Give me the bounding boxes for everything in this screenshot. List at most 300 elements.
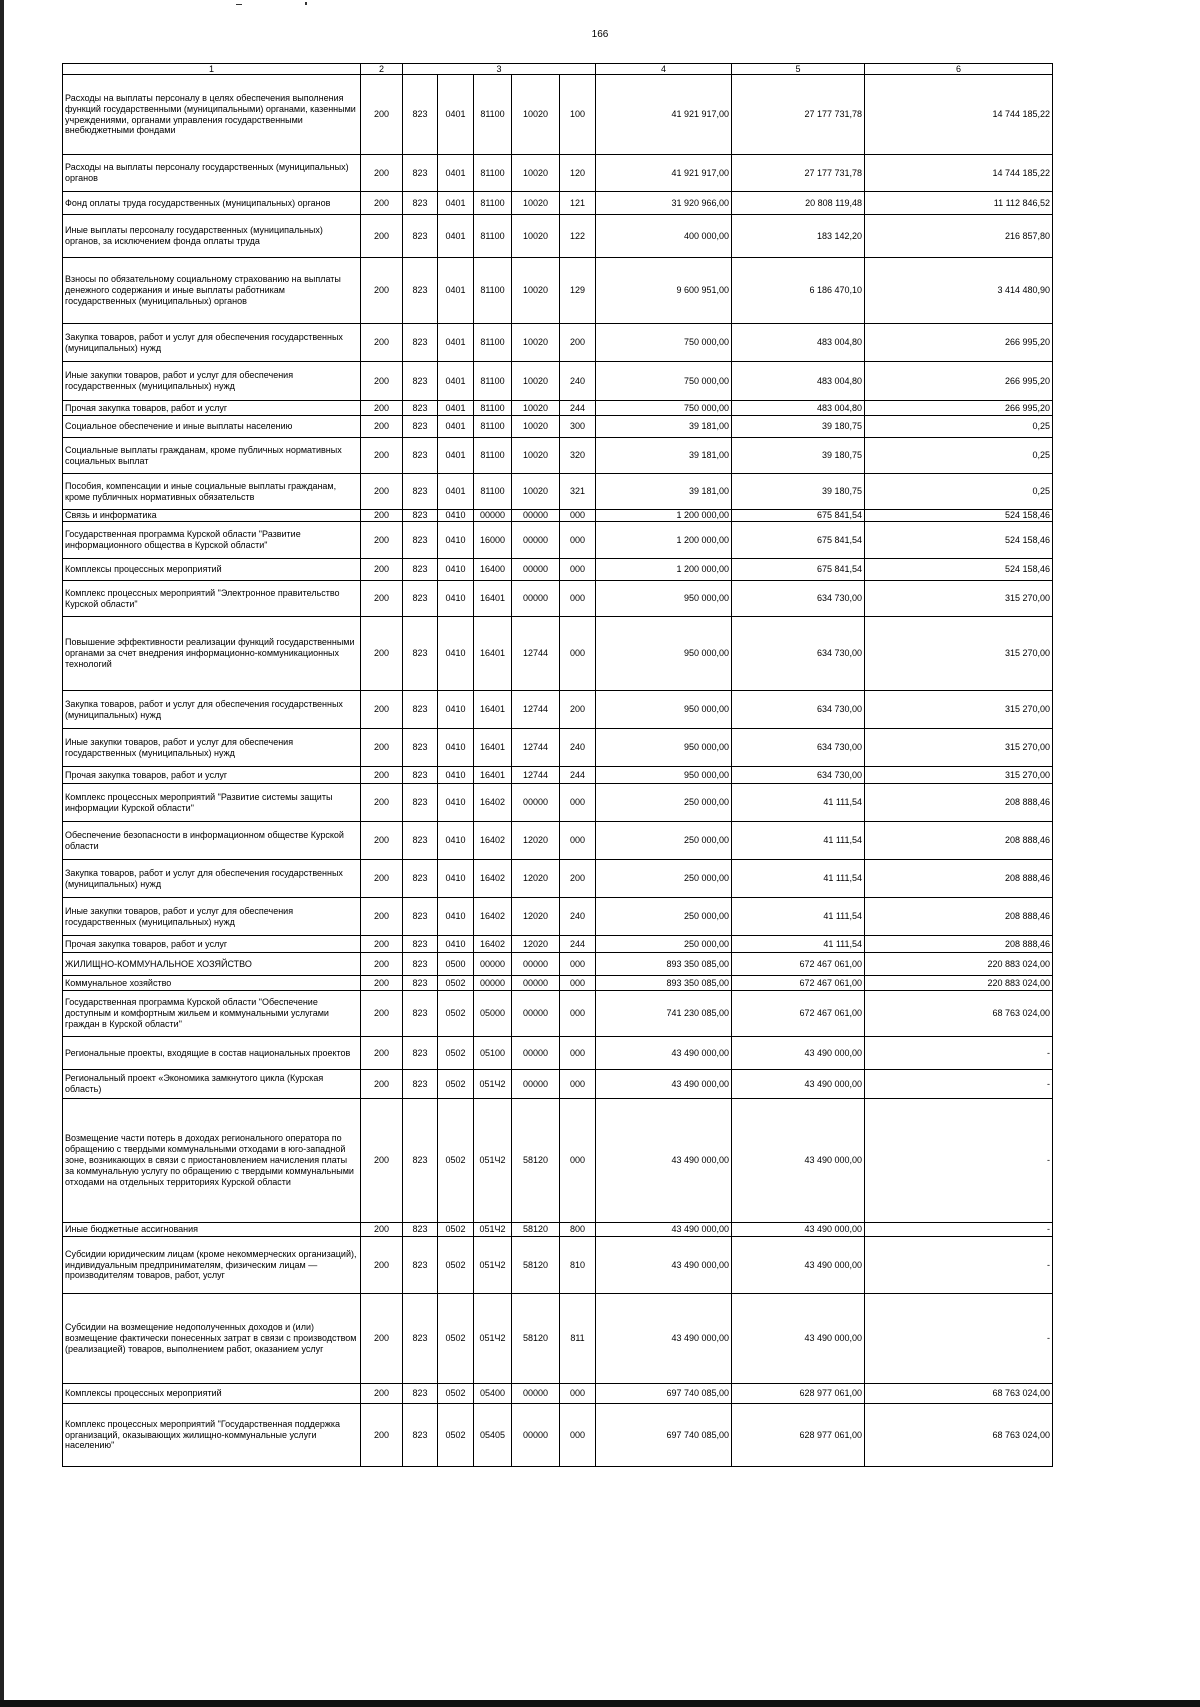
code-vid: 000: [560, 581, 596, 617]
table-row: [63, 898, 1053, 936]
amount-executed: 634 730,00: [732, 729, 865, 767]
code-ved: 823: [403, 1294, 438, 1384]
code-napr: 10020: [512, 75, 560, 155]
code-razdel: 0410: [438, 617, 474, 691]
code-grbs: 200: [361, 362, 403, 401]
code-prog: 16401: [474, 767, 512, 784]
code-razdel: 0410: [438, 860, 474, 898]
code-razdel: 0410: [438, 784, 474, 822]
amount-approved: 697 740 085,00: [596, 1384, 732, 1404]
amount-approved: 1 200 000,00: [596, 510, 732, 522]
code-grbs: 200: [361, 324, 403, 362]
code-ved: 823: [403, 401, 438, 416]
amount-executed: 628 977 061,00: [732, 1404, 865, 1467]
code-napr: 00000: [512, 559, 560, 581]
amount-remaining: 524 158,46: [865, 522, 1053, 559]
code-vid: 000: [560, 822, 596, 860]
row-name: Комплекс процессных мероприятий "Электронное правительство Курской области": [63, 581, 361, 617]
code-prog: 16400: [474, 559, 512, 581]
row-name: Возмещение части потерь в доходах регионального оператора по обращению с твердыми коммунальными отходами в юго-западной зоне, возникающих в связи с приостановлением начисления платы за коммунальную услугу по обращению с твердыми коммунальными отходами на отдельных территориях Курской области: [63, 1099, 361, 1223]
amount-remaining: 3 414 480,90: [865, 258, 1053, 324]
code-razdel: 0502: [438, 1237, 474, 1294]
row-name: Прочая закупка товаров, работ и услуг: [63, 401, 361, 416]
header-cell-1: 1: [63, 64, 361, 75]
code-razdel: 0502: [438, 1404, 474, 1467]
amount-approved: 43 490 000,00: [596, 1099, 732, 1223]
code-razdel: 0500: [438, 953, 474, 976]
table-row: [63, 1404, 1053, 1467]
code-vid: 000: [560, 991, 596, 1037]
amount-approved: 31 920 966,00: [596, 192, 732, 215]
amount-remaining: 0,25: [865, 438, 1053, 474]
amount-approved: 39 181,00: [596, 416, 732, 438]
amount-approved: 39 181,00: [596, 474, 732, 510]
row-name: Региональный проект «Экономика замкнутого цикла (Курская область): [63, 1070, 361, 1099]
amount-remaining: 208 888,46: [865, 822, 1053, 860]
amount-executed: 483 004,80: [732, 362, 865, 401]
code-grbs: 200: [361, 438, 403, 474]
code-razdel: 0502: [438, 991, 474, 1037]
code-vid: 321: [560, 474, 596, 510]
code-razdel: 0410: [438, 581, 474, 617]
code-vid: 121: [560, 192, 596, 215]
code-vid: 244: [560, 936, 596, 953]
code-ved: 823: [403, 155, 438, 192]
code-vid: 100: [560, 75, 596, 155]
code-prog: 05100: [474, 1037, 512, 1070]
table-row: [63, 860, 1053, 898]
code-ved: 823: [403, 1404, 438, 1467]
code-prog: 81100: [474, 215, 512, 258]
amount-remaining: 315 270,00: [865, 729, 1053, 767]
table-row: [63, 401, 1053, 416]
amount-approved: 750 000,00: [596, 401, 732, 416]
amount-approved: 741 230 085,00: [596, 991, 732, 1037]
code-razdel: 0401: [438, 192, 474, 215]
page-number: 166: [591, 29, 609, 40]
amount-executed: 20 808 119,48: [732, 192, 865, 215]
code-razdel: 0401: [438, 215, 474, 258]
code-vid: 000: [560, 559, 596, 581]
code-prog: 00000: [474, 953, 512, 976]
amount-approved: 250 000,00: [596, 822, 732, 860]
code-napr: 58120: [512, 1099, 560, 1223]
code-grbs: 200: [361, 1037, 403, 1070]
amount-remaining: 208 888,46: [865, 784, 1053, 822]
code-napr: 00000: [512, 953, 560, 976]
row-name: Социальное обеспечение и иные выплаты населению: [63, 416, 361, 438]
amount-approved: 750 000,00: [596, 324, 732, 362]
amount-remaining: 14 744 185,22: [865, 155, 1053, 192]
code-napr: 10020: [512, 215, 560, 258]
code-prog: 051Ч2: [474, 1070, 512, 1099]
amount-remaining: 220 883 024,00: [865, 976, 1053, 991]
amount-remaining: 208 888,46: [865, 860, 1053, 898]
code-razdel: 0410: [438, 936, 474, 953]
code-razdel: 0410: [438, 559, 474, 581]
amount-executed: 39 180,75: [732, 416, 865, 438]
code-ved: 823: [403, 767, 438, 784]
code-napr: 00000: [512, 991, 560, 1037]
amount-remaining: 0,25: [865, 474, 1053, 510]
amount-approved: 43 490 000,00: [596, 1070, 732, 1099]
table-row: [63, 559, 1053, 581]
amount-executed: 27 177 731,78: [732, 155, 865, 192]
row-name: Расходы на выплаты персоналу государственных (муниципальных) органов: [63, 155, 361, 192]
amount-executed: 41 111,54: [732, 936, 865, 953]
code-prog: 81100: [474, 438, 512, 474]
code-vid: 300: [560, 416, 596, 438]
table-row: [63, 324, 1053, 362]
table-row: [63, 215, 1053, 258]
amount-remaining: 14 744 185,22: [865, 75, 1053, 155]
code-razdel: 0410: [438, 522, 474, 559]
amount-approved: 9 600 951,00: [596, 258, 732, 324]
code-napr: 00000: [512, 1070, 560, 1099]
amount-approved: 41 921 917,00: [596, 75, 732, 155]
amount-executed: 39 180,75: [732, 474, 865, 510]
code-ved: 823: [403, 416, 438, 438]
code-ved: 823: [403, 362, 438, 401]
code-ved: 823: [403, 75, 438, 155]
table-row: [63, 1237, 1053, 1294]
code-vid: 000: [560, 1037, 596, 1070]
amount-executed: 27 177 731,78: [732, 75, 865, 155]
amount-remaining: -: [865, 1294, 1053, 1384]
code-prog: 00000: [474, 510, 512, 522]
amount-remaining: 266 995,20: [865, 324, 1053, 362]
header-cell-2: 2: [361, 64, 403, 75]
code-vid: 200: [560, 860, 596, 898]
amount-approved: 250 000,00: [596, 784, 732, 822]
code-vid: 244: [560, 401, 596, 416]
code-napr: 12020: [512, 936, 560, 953]
amount-remaining: 68 763 024,00: [865, 1384, 1053, 1404]
amount-executed: 628 977 061,00: [732, 1384, 865, 1404]
row-name: Связь и информатика: [63, 510, 361, 522]
amount-remaining: -: [865, 1237, 1053, 1294]
amount-executed: 672 467 061,00: [732, 991, 865, 1037]
code-razdel: 0410: [438, 510, 474, 522]
code-napr: 58120: [512, 1223, 560, 1237]
table-row: [63, 416, 1053, 438]
code-vid: 240: [560, 362, 596, 401]
row-name: Прочая закупка товаров, работ и услуг: [63, 767, 361, 784]
header-cell-5: 5: [732, 64, 865, 75]
row-name: Закупка товаров, работ и услуг для обеспечения государственных (муниципальных) нужд: [63, 691, 361, 729]
code-prog: 051Ч2: [474, 1223, 512, 1237]
header-row: [63, 64, 1053, 75]
code-razdel: 0502: [438, 1037, 474, 1070]
code-grbs: 200: [361, 767, 403, 784]
code-napr: 00000: [512, 581, 560, 617]
amount-remaining: -: [865, 1070, 1053, 1099]
row-name: Прочая закупка товаров, работ и услуг: [63, 936, 361, 953]
row-name: Региональные проекты, входящие в состав национальных проектов: [63, 1037, 361, 1070]
code-napr: 12744: [512, 617, 560, 691]
code-napr: 10020: [512, 401, 560, 416]
code-vid: 000: [560, 1099, 596, 1223]
code-vid: 811: [560, 1294, 596, 1384]
amount-remaining: 0,25: [865, 416, 1053, 438]
row-name: Повышение эффективности реализации функций государственными органами за счет внедрения информационно-коммуникационных технологий: [63, 617, 361, 691]
code-vid: 129: [560, 258, 596, 324]
code-vid: 800: [560, 1223, 596, 1237]
amount-approved: 250 000,00: [596, 936, 732, 953]
code-grbs: 200: [361, 617, 403, 691]
amount-executed: 41 111,54: [732, 784, 865, 822]
code-grbs: 200: [361, 784, 403, 822]
code-razdel: 0401: [438, 401, 474, 416]
code-vid: 122: [560, 215, 596, 258]
row-name: Иные выплаты персоналу государственных (муниципальных) органов, за исключением фонда оплаты труда: [63, 215, 361, 258]
table-row: [63, 75, 1053, 155]
amount-approved: 950 000,00: [596, 729, 732, 767]
table-row: [63, 192, 1053, 215]
code-prog: 81100: [474, 324, 512, 362]
amount-executed: 675 841,54: [732, 510, 865, 522]
code-ved: 823: [403, 976, 438, 991]
amount-executed: 672 467 061,00: [732, 976, 865, 991]
row-name: Коммунальное хозяйство: [63, 976, 361, 991]
amount-executed: 483 004,80: [732, 324, 865, 362]
code-ved: 823: [403, 991, 438, 1037]
amount-approved: 950 000,00: [596, 581, 732, 617]
code-prog: 00000: [474, 976, 512, 991]
table-row: [63, 1037, 1053, 1070]
amount-remaining: 266 995,20: [865, 362, 1053, 401]
code-vid: 244: [560, 767, 596, 784]
amount-approved: 893 350 085,00: [596, 976, 732, 991]
code-razdel: 0410: [438, 898, 474, 936]
amount-executed: 634 730,00: [732, 691, 865, 729]
table-body: [63, 75, 1053, 1467]
amount-executed: 634 730,00: [732, 581, 865, 617]
scan-speck: [236, 4, 242, 5]
code-grbs: 200: [361, 1237, 403, 1294]
code-razdel: 0401: [438, 155, 474, 192]
code-vid: 000: [560, 510, 596, 522]
table-row: [63, 991, 1053, 1037]
code-ved: 823: [403, 559, 438, 581]
table-row: [63, 767, 1053, 784]
code-ved: 823: [403, 438, 438, 474]
amount-executed: 43 490 000,00: [732, 1099, 865, 1223]
code-razdel: 0401: [438, 438, 474, 474]
code-razdel: 0401: [438, 75, 474, 155]
code-ved: 823: [403, 1070, 438, 1099]
code-razdel: 0401: [438, 258, 474, 324]
code-prog: 81100: [474, 192, 512, 215]
row-name: Обеспечение безопасности в информационном обществе Курской области: [63, 822, 361, 860]
table-row: [63, 953, 1053, 976]
table-row: [63, 617, 1053, 691]
code-razdel: 0401: [438, 324, 474, 362]
code-vid: 810: [560, 1237, 596, 1294]
row-name: Фонд оплаты труда государственных (муниципальных) органов: [63, 192, 361, 215]
table-row: [63, 1384, 1053, 1404]
table-row: [63, 691, 1053, 729]
row-name: Расходы на выплаты персоналу в целях обеспечения выполнения функций государственными (муниципальными) органами, казенными учреждениями, органами управления государственными внебюджетными фондами: [63, 75, 361, 155]
code-grbs: 200: [361, 1099, 403, 1223]
row-name: Иные закупки товаров, работ и услуг для обеспечения государственных (муниципальных) нужд: [63, 729, 361, 767]
code-ved: 823: [403, 522, 438, 559]
table-row: [63, 1223, 1053, 1237]
row-name: Социальные выплаты гражданам, кроме публичных нормативных социальных выплат: [63, 438, 361, 474]
code-grbs: 200: [361, 860, 403, 898]
code-napr: 10020: [512, 416, 560, 438]
code-prog: 81100: [474, 401, 512, 416]
scan-bottom-edge: [0, 1700, 1200, 1707]
code-vid: 000: [560, 1384, 596, 1404]
code-grbs: 200: [361, 401, 403, 416]
code-grbs: 200: [361, 581, 403, 617]
amount-approved: 43 490 000,00: [596, 1237, 732, 1294]
code-napr: 10020: [512, 438, 560, 474]
code-razdel: 0502: [438, 1070, 474, 1099]
row-name: Закупка товаров, работ и услуг для обеспечения государственных (муниципальных) нужд: [63, 324, 361, 362]
table-row: [63, 1099, 1053, 1223]
code-grbs: 200: [361, 1404, 403, 1467]
amount-executed: 634 730,00: [732, 617, 865, 691]
amount-executed: 43 490 000,00: [732, 1223, 865, 1237]
amount-remaining: 266 995,20: [865, 401, 1053, 416]
row-name: Закупка товаров, работ и услуг для обеспечения государственных (муниципальных) нужд: [63, 860, 361, 898]
code-prog: 05400: [474, 1384, 512, 1404]
code-napr: 12020: [512, 860, 560, 898]
code-prog: 16401: [474, 581, 512, 617]
amount-remaining: -: [865, 1099, 1053, 1223]
amount-executed: 43 490 000,00: [732, 1237, 865, 1294]
code-razdel: 0502: [438, 1294, 474, 1384]
code-grbs: 200: [361, 474, 403, 510]
code-prog: 16401: [474, 691, 512, 729]
code-ved: 823: [403, 324, 438, 362]
table-row: [63, 522, 1053, 559]
amount-executed: 43 490 000,00: [732, 1037, 865, 1070]
code-napr: 12744: [512, 767, 560, 784]
amount-approved: 893 350 085,00: [596, 953, 732, 976]
code-napr: 12744: [512, 691, 560, 729]
code-vid: 000: [560, 522, 596, 559]
code-prog: 81100: [474, 416, 512, 438]
amount-executed: 672 467 061,00: [732, 953, 865, 976]
amount-executed: 6 186 470,10: [732, 258, 865, 324]
row-name: Комплекс процессных мероприятий "Государственная поддержка организаций, оказывающих жилищно-коммунальные услуги населению": [63, 1404, 361, 1467]
code-prog: 81100: [474, 155, 512, 192]
amount-executed: 675 841,54: [732, 522, 865, 559]
code-napr: 12020: [512, 822, 560, 860]
code-grbs: 200: [361, 1294, 403, 1384]
code-vid: 240: [560, 729, 596, 767]
code-prog: 05405: [474, 1404, 512, 1467]
amount-executed: 483 004,80: [732, 401, 865, 416]
code-grbs: 200: [361, 691, 403, 729]
amount-remaining: 208 888,46: [865, 898, 1053, 936]
code-ved: 823: [403, 258, 438, 324]
code-napr: 12020: [512, 898, 560, 936]
code-ved: 823: [403, 729, 438, 767]
amount-approved: 950 000,00: [596, 691, 732, 729]
amount-remaining: 68 763 024,00: [865, 1404, 1053, 1467]
code-ved: 823: [403, 1237, 438, 1294]
scan-speck: [305, 2, 307, 5]
code-grbs: 200: [361, 75, 403, 155]
amount-remaining: 11 112 846,52: [865, 192, 1053, 215]
table-row: [63, 1070, 1053, 1099]
code-grbs: 200: [361, 1070, 403, 1099]
code-ved: 823: [403, 1037, 438, 1070]
code-ved: 823: [403, 822, 438, 860]
code-ved: 823: [403, 474, 438, 510]
code-ved: 823: [403, 936, 438, 953]
code-prog: 81100: [474, 362, 512, 401]
amount-remaining: 68 763 024,00: [865, 991, 1053, 1037]
code-grbs: 200: [361, 898, 403, 936]
table-row: [63, 581, 1053, 617]
row-name: Комплексы процессных мероприятий: [63, 1384, 361, 1404]
amount-executed: 39 180,75: [732, 438, 865, 474]
code-grbs: 200: [361, 192, 403, 215]
code-grbs: 200: [361, 416, 403, 438]
code-razdel: 0410: [438, 822, 474, 860]
row-name: Пособия, компенсации и иные социальные выплаты гражданам, кроме публичных нормативных обязательств: [63, 474, 361, 510]
amount-remaining: -: [865, 1037, 1053, 1070]
amount-executed: 675 841,54: [732, 559, 865, 581]
amount-executed: 183 142,20: [732, 215, 865, 258]
code-ved: 823: [403, 617, 438, 691]
row-name: Субсидии юридическим лицам (кроме некоммерческих организаций), индивидуальным предпринимателям, физическим лицам — производителям товаров, работ, услуг: [63, 1237, 361, 1294]
amount-remaining: 524 158,46: [865, 510, 1053, 522]
code-napr: 00000: [512, 522, 560, 559]
code-razdel: 0410: [438, 767, 474, 784]
code-razdel: 0401: [438, 362, 474, 401]
table-row: [63, 1294, 1053, 1384]
code-grbs: 200: [361, 976, 403, 991]
amount-executed: 43 490 000,00: [732, 1294, 865, 1384]
code-ved: 823: [403, 1384, 438, 1404]
amount-executed: 41 111,54: [732, 898, 865, 936]
code-napr: 58120: [512, 1237, 560, 1294]
row-name: Государственная программа Курской области "Обеспечение доступным и комфортным жильем и коммунальными услугами граждан в Курской области": [63, 991, 361, 1037]
amount-approved: 41 921 917,00: [596, 155, 732, 192]
code-razdel: 0502: [438, 1223, 474, 1237]
row-name: Взносы по обязательному социальному страхованию на выплаты денежного содержания и иные выплаты работникам государственных (муниципальных) органов: [63, 258, 361, 324]
code-napr: 10020: [512, 362, 560, 401]
code-vid: 000: [560, 953, 596, 976]
table-row: [63, 362, 1053, 401]
code-prog: 81100: [474, 75, 512, 155]
header-cell-3: 3: [403, 64, 596, 75]
amount-executed: 41 111,54: [732, 822, 865, 860]
amount-approved: 1 200 000,00: [596, 522, 732, 559]
amount-remaining: 315 270,00: [865, 767, 1053, 784]
amount-approved: 750 000,00: [596, 362, 732, 401]
amount-remaining: 220 883 024,00: [865, 953, 1053, 976]
scan-left-edge: [0, 0, 4, 1707]
code-grbs: 200: [361, 729, 403, 767]
amount-remaining: 208 888,46: [865, 936, 1053, 953]
code-vid: 000: [560, 617, 596, 691]
table-row: [63, 474, 1053, 510]
row-name: Иные закупки товаров, работ и услуг для обеспечения государственных (муниципальных) нужд: [63, 898, 361, 936]
code-razdel: 0502: [438, 1099, 474, 1223]
code-ved: 823: [403, 898, 438, 936]
code-grbs: 200: [361, 953, 403, 976]
code-grbs: 200: [361, 936, 403, 953]
amount-remaining: 315 270,00: [865, 581, 1053, 617]
code-grbs: 200: [361, 215, 403, 258]
